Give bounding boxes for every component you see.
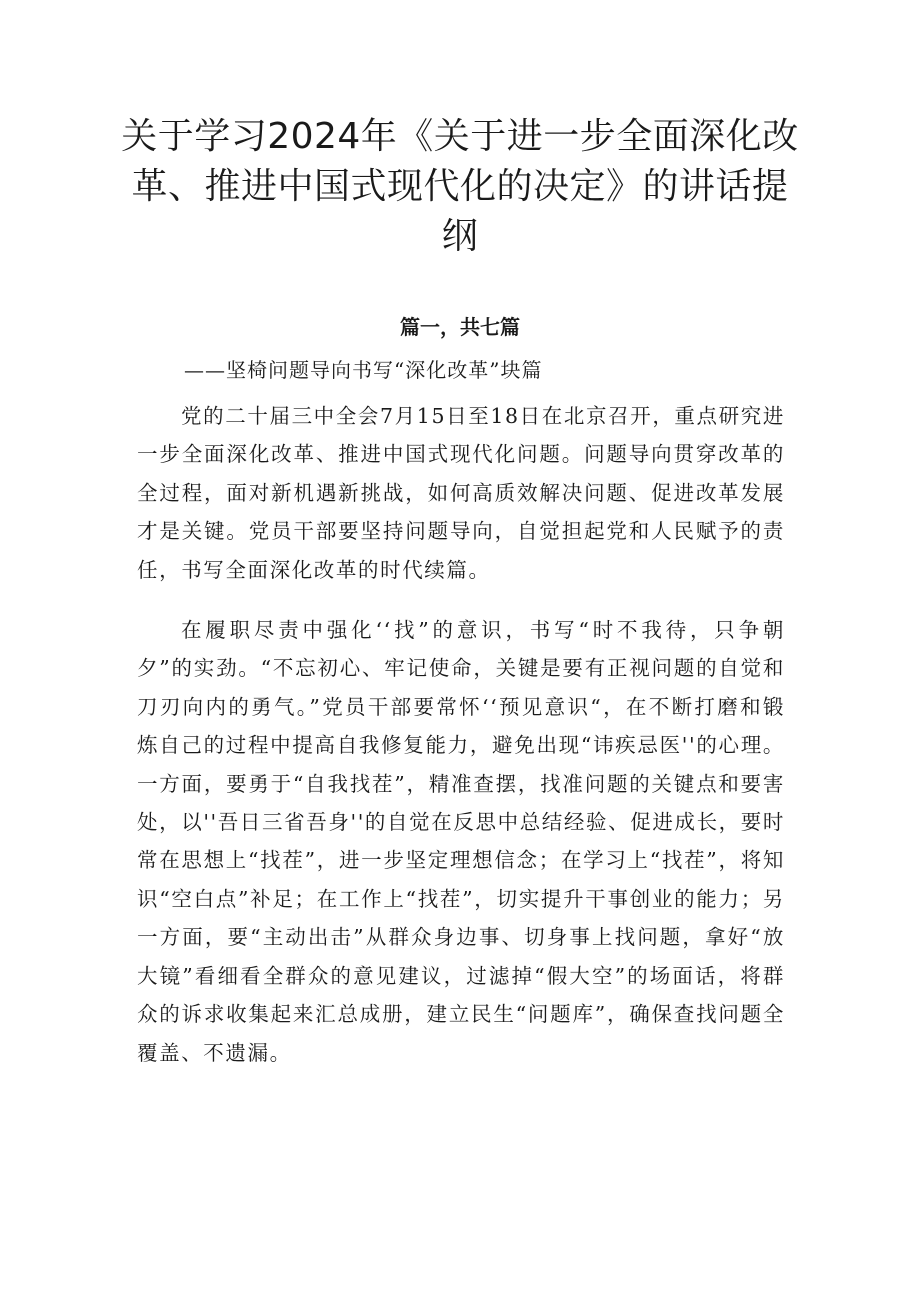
document-title: 关于学习2024年《关于进一步全面深化改革、推进中国式现代化的决定》的讲话提纲 bbox=[121, 116, 799, 257]
section-heading: 篇一，共七篇 bbox=[400, 315, 520, 339]
paragraph-1: 党的二十届三中全会7月15日至18日在北京召开，重点研究进一步全面深化改革、推进中国式现代化问题。问题导向贯穿改革的全过程，面对新机遇新挑战，如何高质效解决问题、促进改革发展才是关键。党员干部要坚持问题导向，自觉担起党和人民赋予的责任，书写全面深化改革的时代续篇。 bbox=[137, 404, 785, 582]
paragraph-2: 在履职尽责中强化‘‘找”的意识，书写“时不我待，只争朝夕”的实劲。“不忘初心、牢记使命，关键是要有正视问题的自觉和刀刃向内的勇气。”党员干部要常怀‘‘预见意识“，在不断打磨和锻炼自己的过程中提高自我修复能力，避免出现“讳疾忌医''的心理。一方面，要勇于“自我找茬”，精准查摆，找准问题的关键点和要害处，以''吾日三省吾身''的自觉在反思中总结经验、促进成长，要时常在思想上“找茬”，进一步坚定理想信念；在学习上“找茬”，将知识“空白点”补足；在工作上“找茬”，切实提升干事创业的能力；另一方面，要“主动出击”从群众身边事、切身事上找问题，拿好“放大镜”看细看全群众的意见建议，过滤掉“假大空”的场面话，将群众的诉求收集起来汇总成册，建立民生“问题库”，确保查找问题全覆盖、不遗漏。 bbox=[137, 618, 785, 1065]
body-text bbox=[137, 397, 785, 1072]
section-subtitle: ——坚椅问题导向书写“深化改革”块篇 bbox=[184, 358, 543, 382]
